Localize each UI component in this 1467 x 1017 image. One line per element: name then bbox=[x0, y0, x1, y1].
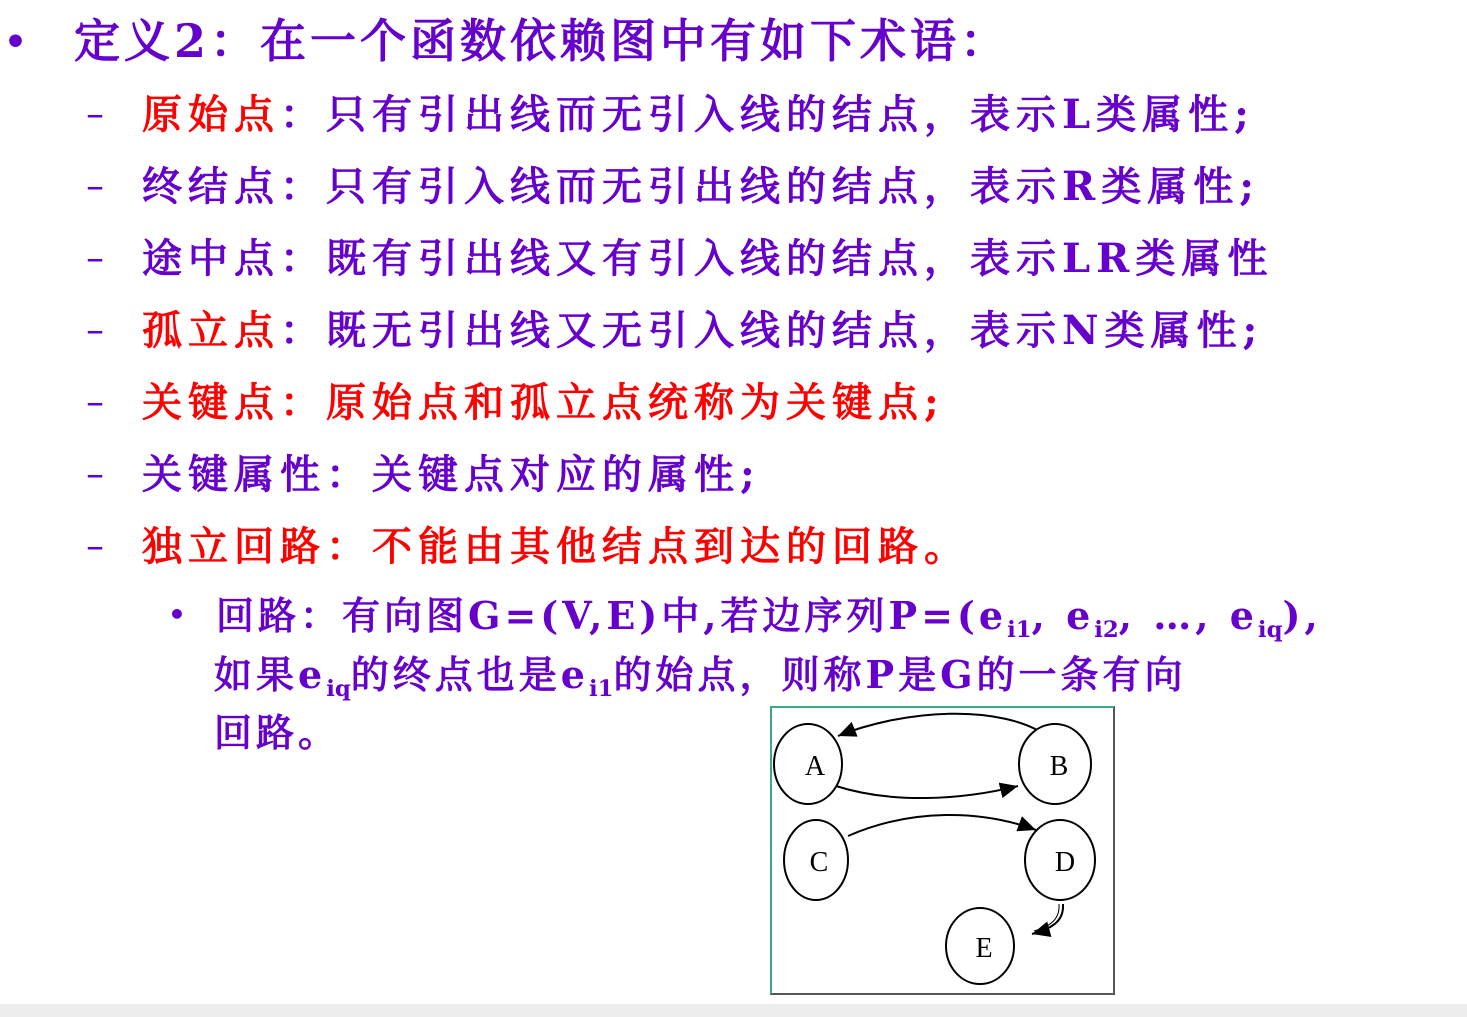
term-separator: ： bbox=[326, 451, 372, 498]
term-separator: ： bbox=[326, 523, 372, 570]
term-key-point-desc: 原始点和孤立点统称为关键点; bbox=[326, 379, 945, 426]
term-line-isolated bbox=[142, 307, 1264, 354]
term-intermediate: 途中点 bbox=[142, 235, 280, 282]
term-original: 原始点 bbox=[142, 91, 280, 138]
node-e-label: E bbox=[975, 933, 993, 964]
edge-b-to-a bbox=[838, 714, 1050, 738]
node-b-label: B bbox=[1049, 751, 1069, 782]
dash-icon: – bbox=[86, 238, 104, 279]
term-line-intermediate bbox=[142, 235, 1274, 282]
term-separator: ： bbox=[280, 163, 326, 210]
loop-def-text: 的始点，则称P是G的一条有向 bbox=[613, 652, 1187, 697]
loop-def-text: 如果e bbox=[214, 652, 327, 697]
term-line-key-point bbox=[142, 379, 945, 426]
loop-def-text: , …, e bbox=[1118, 593, 1258, 638]
term-independent-loop-desc: 不能由其他结点到达的回路。 bbox=[372, 523, 970, 570]
bullet-dot-icon: • bbox=[4, 22, 28, 63]
dependency-graph-figure bbox=[770, 706, 1115, 995]
edge-d-to-e bbox=[1032, 904, 1063, 934]
subscript-iq: iq bbox=[1257, 616, 1283, 643]
loop-definition-line-3 bbox=[214, 710, 341, 755]
term-isolated: 孤立点 bbox=[142, 307, 280, 354]
dash-icon: – bbox=[86, 526, 104, 567]
term-key-attribute: 关键属性 bbox=[142, 451, 326, 498]
loop-def-text: , e bbox=[1031, 593, 1095, 638]
term-separator: ： bbox=[280, 91, 326, 138]
edge-a-to-b bbox=[836, 786, 1018, 798]
term-isolated-desc: 既无引出线又无引入线的结点，表示N类属性; bbox=[326, 307, 1264, 354]
dash-icon: – bbox=[86, 382, 104, 423]
loop-definition-line-2 bbox=[214, 652, 1187, 702]
loop-definition-line-1 bbox=[216, 593, 1322, 643]
term-independent-loop: 独立回路 bbox=[142, 523, 326, 570]
loop-def-text: 回路：有向图G=(V,E)中,若边序列P=(e bbox=[216, 593, 1008, 638]
subscript-i2: i2 bbox=[1094, 616, 1119, 643]
term-separator: ： bbox=[280, 235, 326, 282]
term-line-key-attribute bbox=[142, 451, 761, 498]
term-line-terminal bbox=[142, 163, 1261, 210]
footer-bar bbox=[0, 1004, 1467, 1017]
term-line-independent-loop bbox=[142, 523, 970, 570]
sub-bullet-dot-icon: • bbox=[168, 598, 186, 631]
subscript-i1: i1 bbox=[588, 675, 614, 702]
term-intermediate-desc: 既有引出线又有引入线的结点，表示LR类属性 bbox=[326, 235, 1274, 282]
term-terminal-desc: 只有引入线而无引出线的结点，表示R类属性; bbox=[326, 163, 1261, 210]
term-key-attribute-desc: 关键点对应的属性; bbox=[372, 451, 761, 498]
dash-icon: – bbox=[86, 94, 104, 135]
dash-icon: – bbox=[86, 454, 104, 495]
dependency-graph-svg bbox=[772, 708, 1113, 993]
loop-def-text: ), bbox=[1282, 593, 1322, 638]
loop-def-text: 回路。 bbox=[214, 710, 341, 755]
edge-d-to-e-shadow bbox=[1034, 904, 1059, 931]
loop-def-text: 的终点也是e bbox=[350, 652, 589, 697]
term-separator: ： bbox=[280, 379, 326, 426]
dash-icon: – bbox=[86, 310, 104, 351]
subscript-iq: iq bbox=[326, 675, 351, 702]
term-original-desc: 只有引出线而无引入线的结点，表示L类属性; bbox=[326, 91, 1255, 138]
term-terminal: 终结点 bbox=[142, 163, 280, 210]
node-c-label: C bbox=[809, 847, 829, 878]
term-separator: ： bbox=[280, 307, 326, 354]
node-d-label: D bbox=[1054, 847, 1076, 878]
term-key-point: 关键点 bbox=[142, 379, 280, 426]
dash-icon: – bbox=[86, 166, 104, 207]
node-a-label: A bbox=[804, 751, 826, 782]
subscript-i1: i1 bbox=[1007, 616, 1032, 643]
edge-c-to-d bbox=[848, 815, 1036, 836]
term-line-original bbox=[142, 91, 1255, 138]
definition-heading: 定义2：在一个函数依赖图中有如下术语： bbox=[74, 14, 1011, 68]
